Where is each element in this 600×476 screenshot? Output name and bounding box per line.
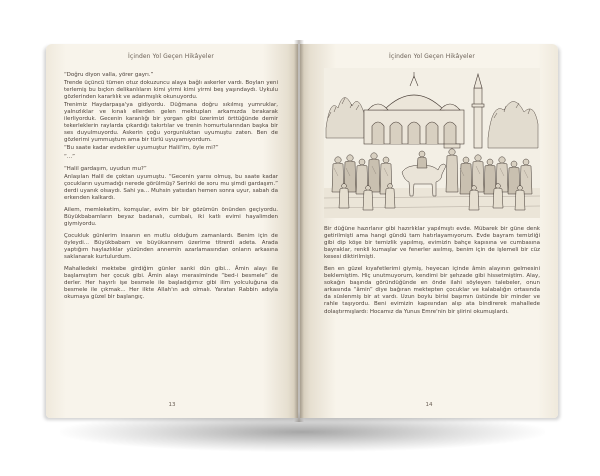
paragraph: Trenimiz Haydarpaşa'ya gidiyordu. Düğmana doğru sıkılmış yumruklar, yalnızlıklar ve kınalı ellerden gelen mektupları arkamızda bırakarak ilerliyorduk. Gecenin karanlığı bir yorgan gibi üzerimizi örttüğünde demir tekerleklerin raylarda çıkardığı takırtılar ve trenin homurtularından başka bir ses duyulmuyordu. Askerin çoğu yorgunluktan uyumuştu zaten. Ben de gözlerimi yummuştum ama bir türlü uyuyamıyordum.	[64, 102, 278, 144]
paragraph: “Doğru diyon valla, yörer gayrı.”	[64, 72, 154, 78]
paragraph: “Halil gardaşım, uyudun mu?”	[64, 165, 147, 172]
paragraph: “Bu saate kadar evdekiler uyumuştur Halil'im, öyle mi?”	[64, 145, 219, 152]
left-page	[46, 44, 298, 418]
left-page-header: İçinden Yol Geçen Hikâyeler	[128, 53, 214, 60]
right-page	[300, 44, 558, 418]
procession-illustration	[324, 68, 540, 218]
right-page-number: 14	[425, 402, 433, 408]
paragraph: “...”	[64, 153, 75, 160]
right-page-header: İçinden Yol Geçen Hikâyeler	[389, 53, 475, 60]
paragraph: Mahalledeki mektebe girdiğim günler sanki dün gibi... Âmin alayı ile başlamıştım her çocuk gibi. Âmin alayı merasiminde “bed-i besmele” de derler. Her hayırlı işe besmele ile başladığımız gibi ilim yolculuğuna da besmele ile çıkmak... Her ilkte Allah'ın adı olmalı. Yaratan Rabbin adıyla okumaya güzel bir başlangıç.	[64, 266, 278, 301]
paragraph: Trende üçüncü tümen otuz dokuzuncu alaya bağlı askerler vardı. Boyları yeni terlemiş bu bıçkın delikanlıların kimi yirmi kimi yirmi beş yaşındaydı. Uykulu gözlerinden kararlılık ve adanmışlık okunuyordu.	[64, 80, 278, 101]
paragraph: Çocukluk günlerim insanın en mutlu olduğum zamanlardı. Benim için de öyleydi... Büyükbabam ve büyükannem üzerime titrerdi adeta. Arada yaptığım haylazlıklar yüzünden annemin azarlamasından onların arkasına saklanarak kurtulurdum.	[64, 232, 278, 261]
left-page-text	[64, 72, 278, 301]
book-spine	[294, 40, 304, 422]
paragraph: Bir düğüne hazırlanır gibi hazırlıklar yapılmıştı evde. Mübarek bir güne denk getirilmişti ama hangi gündü tam hatırlayamıyorum. Evde bayram temizliği gibi dip köşe bir temizlik yapılmış, evimizin bahçe kapısına ve cumbasına bayraklar, renkli kumaşlar ve fenerler asılmış, benim için de işlemeli bir cüz kesesi diktirilmişti.	[324, 226, 540, 261]
right-page-text	[324, 226, 540, 316]
paragraph: Ben en güzel kıyafetlerimi giymiş, heyecan içinde âmin alayının gelmesini beklemiştim. Hiç unutmuyorum, kendimi bir şehzade gibi hissetmiştim. Alay, sokağın başında göründüğünde en önde ilahi söyleyen talebeler, onun arkasında “âmin” diye bağıran mektepten çocuklar ve kalabalığın ortasında da süslenmiş bir at vardı. Uzun boylu birisi başımın üstünde bir minder ve rahle taşıyordu. Beni evimizin kapısından alıp ata bindirerek mahallede dolaştırmışlardı: Hocamız da Yunus Emre'nin bir şiirini okumuşlardı.	[324, 266, 540, 315]
paragraph: Anlaşılan Halil de çoktan uyumuştu. “Gecenin yarısı olmuş, bu saate kadar çocukların uyumadığı nerede görülmüş? Serinki de soru mu şimdi gardaşım.” derdi uyanık olsaydı. Sahi ya... Muhsin yatsıdan hemen sonra uyur, sabah da erkenden kalkardı.	[64, 173, 278, 201]
paragraph: Ailem, memleketim, komşular, evim bir bir gözümün önünden geçiyordu. Büyükbabamların beyaz badanalı, cumbalı, iki katlı evimi hayalimden giymiyordu.	[64, 206, 278, 227]
left-page-number: 13	[168, 402, 176, 408]
